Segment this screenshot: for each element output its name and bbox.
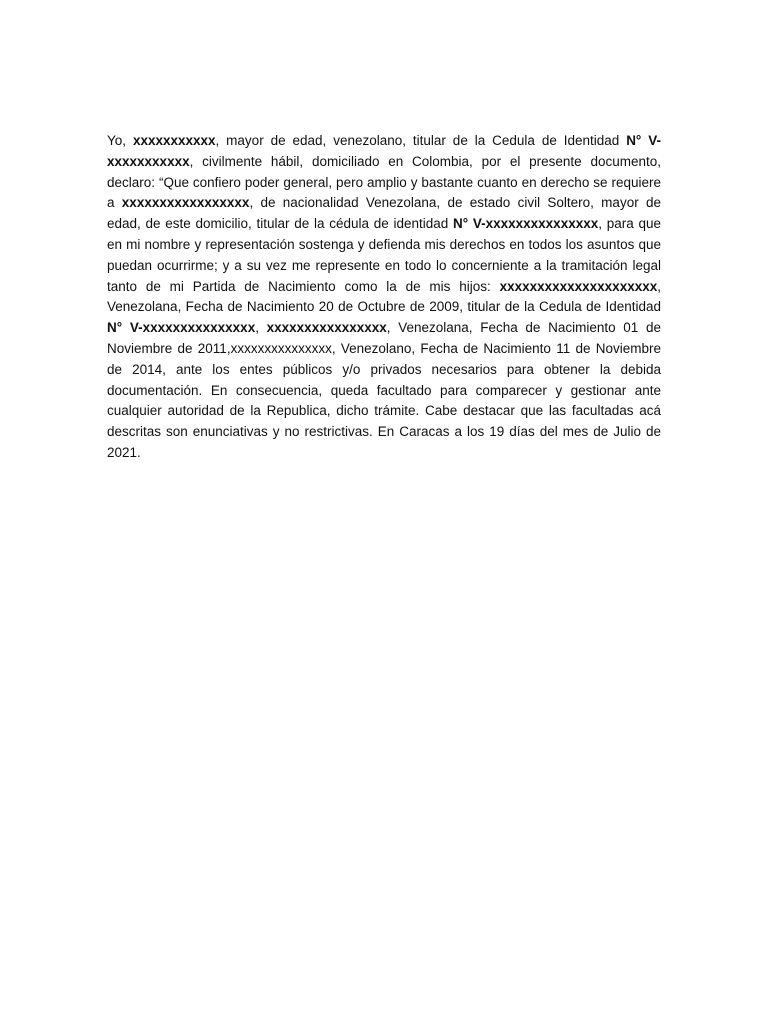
id-number: N° V-xxxxxxxxxxxxxxx <box>452 216 599 232</box>
redacted-name: xxxxxxxxxxx <box>132 133 216 148</box>
redacted-name: xxxxxxxxxxxxxxxxxxxxx <box>499 278 658 294</box>
text-run: , <box>255 320 267 336</box>
text-run: , Venezolana, Fecha de Nacimiento 01 de Noviembre de 2011,xxxxxxxxxxxxxxx, Venezolano, Fecha de Nacimiento 11 de Noviembre de 2014, ante los entes públicos y/o privados necesarios para obtener la debida documentación. En consecuencia, queda facultado para comparecer y gestionar ante cualquier autoridad de la Republica, dicho trámite. Cabe destacar que las facultadas acá descritas son enunciativas y no restrictivas. En Caracas a los 19 días del mes de Julio de 2021. <box>107 320 661 460</box>
redacted-name: xxxxxxxxxxxxxxxxx <box>121 195 250 211</box>
text-run: , mayor de edad, venezolano, titular de la Cedula de Identidad <box>215 133 627 148</box>
text-run: , civilmente hábil, domiciliado en Colombia, por el presente documento, declaro: “Que confiero poder general, pero amplio y bastante cuanto en derecho se requiere a <box>107 153 661 211</box>
text-run: Yo, <box>107 133 133 148</box>
id-number: N° V-xxxxxxxxxxxxxxx <box>107 320 256 336</box>
text-run: , de nacionalidad Venezolana, de estado civil Soltero, mayor de edad, de este domicilio, titular de la cédula de identidad <box>107 195 661 232</box>
text-run: , para que en mi nombre y representación sostenga y defienda mis derechos en todos los asuntos que puedan ocurrirme; y a su vez me represente en todo lo concerniente a la tramitación legal tanto de mi Partida de Nacimiento como la de mis hijos: <box>107 216 661 294</box>
redacted-name: xxxxxxxxxxxxxxxx <box>266 320 387 336</box>
body-paragraph <box>107 131 661 464</box>
id-number: N° V-xxxxxxxxxxx <box>107 133 661 169</box>
text-run: , Venezolana, Fecha de Nacimiento 20 de Octubre de 2009, titular de la Cedula de Identidad <box>107 278 661 315</box>
